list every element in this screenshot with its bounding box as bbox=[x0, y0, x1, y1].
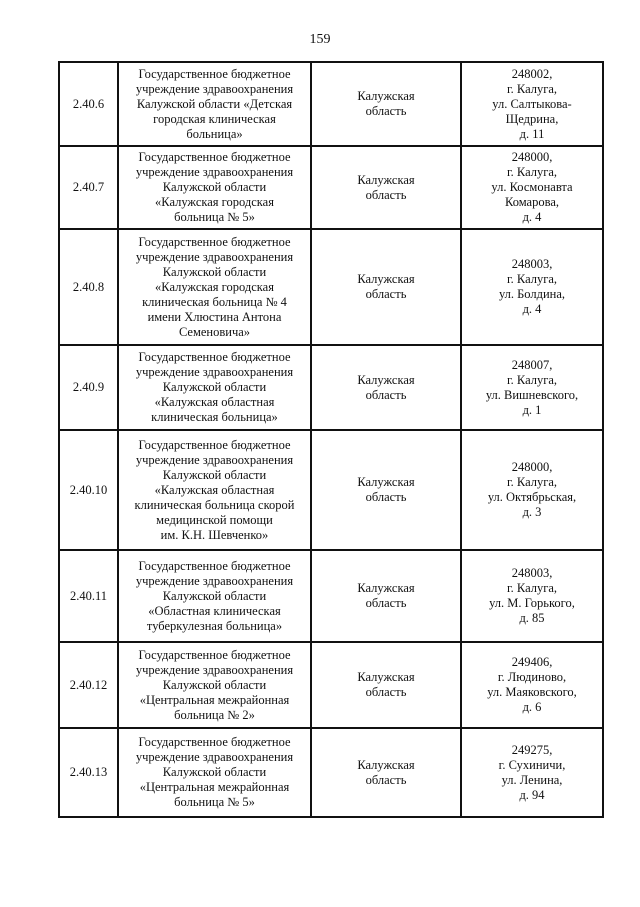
address-line: г. Калуга, bbox=[506, 272, 558, 286]
name-line: Государственное бюджетное bbox=[138, 66, 291, 81]
region-line: область bbox=[365, 387, 407, 402]
row-number: 2.40.9 bbox=[72, 380, 105, 394]
row-number-cell bbox=[59, 345, 118, 430]
institution-name-cell bbox=[118, 430, 311, 550]
institution-name-cell bbox=[118, 642, 311, 728]
region-cell bbox=[311, 229, 461, 345]
row-number-cell bbox=[59, 229, 118, 345]
name-line: Государственное бюджетное bbox=[138, 350, 291, 364]
name-line: учреждение здравоохранения bbox=[135, 750, 294, 764]
region-cell bbox=[311, 550, 461, 642]
name-line: туберкулезная больница» bbox=[146, 618, 283, 633]
region-line: Калужская bbox=[357, 372, 415, 387]
region-cell bbox=[311, 728, 461, 817]
address-line: д. 4 bbox=[522, 302, 542, 316]
institutions-table-body bbox=[59, 62, 603, 817]
address-line: ул. Космонавта bbox=[491, 180, 573, 194]
address-line: ул. Октябрьская, bbox=[487, 490, 577, 504]
address-cell bbox=[461, 62, 603, 146]
address-line: г. Калуга, bbox=[506, 475, 558, 489]
table-row bbox=[59, 62, 603, 146]
row-number: 2.40.6 bbox=[72, 96, 105, 111]
name-line: «Калужская областная bbox=[154, 395, 275, 409]
name-line: клиническая больница № 4 bbox=[142, 294, 287, 309]
address-line: д. 1 bbox=[522, 402, 542, 417]
region-line: Калужская bbox=[357, 757, 415, 772]
name-line: «Центральная межрайонная bbox=[139, 692, 290, 707]
name-line: «Калужская областная bbox=[154, 482, 275, 497]
row-number-cell bbox=[59, 642, 118, 728]
address-line: 248000, bbox=[511, 460, 553, 474]
region-line: область bbox=[365, 685, 407, 699]
address-cell bbox=[461, 728, 603, 817]
region-cell bbox=[311, 642, 461, 728]
institution-name-cell bbox=[118, 62, 311, 146]
row-number-cell bbox=[59, 430, 118, 550]
address-cell bbox=[461, 642, 603, 728]
table-row bbox=[59, 146, 603, 229]
address-line: 248002, bbox=[511, 66, 553, 81]
address-line: д. 6 bbox=[522, 700, 542, 714]
name-line: «Калужская городская bbox=[155, 279, 274, 294]
region-line: Калужская bbox=[357, 670, 415, 684]
region-line: область bbox=[365, 187, 407, 202]
name-line: Калужской области bbox=[162, 677, 267, 692]
address-cell bbox=[461, 430, 603, 550]
region-line: область bbox=[365, 104, 407, 118]
address-line: д. 11 bbox=[519, 126, 545, 141]
address-line: ул. Вишневского, bbox=[485, 387, 579, 402]
name-line: больница» bbox=[186, 126, 243, 141]
region-cell bbox=[311, 62, 461, 146]
institution-name-cell bbox=[118, 345, 311, 430]
table-row bbox=[59, 229, 603, 345]
address-line: г. Людиново, bbox=[497, 670, 567, 684]
row-number: 2.40.12 bbox=[69, 677, 108, 692]
address-line: г. Калуга, bbox=[506, 581, 558, 595]
name-line: учреждение здравоохранения bbox=[135, 662, 294, 677]
institutions-table bbox=[58, 61, 604, 818]
name-line: Семеновича» bbox=[178, 324, 251, 339]
row-number-cell bbox=[59, 62, 118, 146]
address-line: 248000, bbox=[511, 150, 553, 164]
name-line: Калужской области bbox=[162, 380, 267, 394]
institution-name-cell bbox=[118, 728, 311, 817]
name-line: клиническая больница» bbox=[151, 410, 278, 424]
address-cell bbox=[461, 550, 603, 642]
institution-name-cell bbox=[118, 550, 311, 642]
name-line: учреждение здравоохранения bbox=[135, 165, 294, 179]
address-line: 248003, bbox=[511, 566, 553, 580]
row-number: 2.40.7 bbox=[72, 180, 105, 194]
address-line: ул. Ленина, bbox=[501, 772, 563, 787]
name-line: Государственное бюджетное bbox=[138, 437, 291, 452]
region-line: область bbox=[365, 596, 407, 610]
name-line: Калужской области bbox=[162, 264, 267, 279]
table-row bbox=[59, 430, 603, 550]
name-line: больница № 5» bbox=[174, 795, 255, 809]
address-line: д. 94 bbox=[519, 787, 545, 802]
address-line: ул. Болдина, bbox=[498, 287, 566, 301]
name-line: Калужской области bbox=[162, 180, 267, 194]
row-number: 2.40.10 bbox=[69, 482, 108, 497]
name-line: «Калужская городская bbox=[155, 195, 274, 209]
address-cell bbox=[461, 146, 603, 229]
address-cell bbox=[461, 229, 603, 345]
name-line: городская клиническая bbox=[153, 111, 276, 126]
region-cell bbox=[311, 345, 461, 430]
address-line: г. Калуга, bbox=[506, 372, 558, 387]
name-line: клиническая больница скорой bbox=[134, 497, 295, 512]
address-line: Комарова, bbox=[504, 195, 559, 209]
region-line: Калужская bbox=[357, 89, 415, 103]
table-row bbox=[59, 550, 603, 642]
name-line: учреждение здравоохранения bbox=[135, 452, 294, 467]
region-line: Калужская bbox=[357, 272, 415, 286]
name-line: им. К.Н. Шевченко» bbox=[160, 527, 269, 542]
row-number: 2.40.13 bbox=[69, 765, 108, 779]
name-line: «Областная клиническая bbox=[148, 603, 281, 618]
institution-name-cell bbox=[118, 229, 311, 345]
name-line: больница № 2» bbox=[174, 707, 255, 722]
table-row bbox=[59, 728, 603, 817]
name-line: Государственное бюджетное bbox=[138, 150, 291, 164]
name-line: Калужской области «Детская bbox=[136, 96, 293, 111]
address-line: г. Калуга, bbox=[506, 81, 558, 96]
address-line: ул. Маяковского, bbox=[487, 685, 577, 699]
address-line: ул. М. Горького, bbox=[489, 596, 575, 610]
address-line: Щедрина, bbox=[505, 111, 559, 126]
name-line: Калужской области bbox=[162, 588, 267, 603]
row-number-cell bbox=[59, 728, 118, 817]
region-line: область bbox=[365, 772, 407, 787]
address-line: 248007, bbox=[511, 357, 553, 372]
name-line: медицинской помощи bbox=[156, 512, 273, 527]
address-line: 249406, bbox=[511, 655, 553, 669]
name-line: Государственное бюджетное bbox=[138, 234, 291, 249]
institution-name-cell bbox=[118, 146, 311, 229]
name-line: Государственное бюджетное bbox=[138, 558, 291, 573]
name-line: учреждение здравоохранения bbox=[135, 573, 294, 588]
name-line: больница № 5» bbox=[174, 210, 255, 224]
name-line: Государственное бюджетное bbox=[138, 735, 291, 749]
name-line: «Центральная межрайонная bbox=[139, 780, 290, 794]
name-line: учреждение здравоохранения bbox=[135, 249, 294, 264]
page-number: 159 bbox=[309, 32, 331, 47]
name-line: Калужской области bbox=[162, 467, 267, 482]
table-row bbox=[59, 642, 603, 728]
address-line: д. 3 bbox=[522, 505, 542, 519]
row-number: 2.40.8 bbox=[72, 279, 105, 294]
name-line: Калужской области bbox=[162, 765, 267, 779]
address-line: ул. Салтыкова- bbox=[492, 96, 572, 111]
table-row bbox=[59, 345, 603, 430]
region-cell bbox=[311, 430, 461, 550]
address-line: г. Сухиничи, bbox=[498, 757, 566, 772]
address-line: 248003, bbox=[511, 257, 553, 271]
name-line: учреждение здравоохранения bbox=[135, 365, 294, 379]
address-line: д. 4 bbox=[522, 210, 542, 224]
row-number: 2.40.11 bbox=[69, 588, 108, 603]
row-number-cell bbox=[59, 146, 118, 229]
region-line: Калужская bbox=[357, 581, 415, 595]
name-line: Государственное бюджетное bbox=[138, 647, 291, 662]
region-cell bbox=[311, 146, 461, 229]
region-line: Калужская bbox=[357, 475, 415, 489]
address-cell bbox=[461, 345, 603, 430]
name-line: имени Хлюстина Антона bbox=[147, 309, 282, 324]
region-line: область bbox=[365, 490, 407, 504]
address-line: д. 85 bbox=[519, 611, 545, 625]
address-line: г. Калуга, bbox=[506, 165, 558, 179]
region-line: Калужская bbox=[357, 172, 415, 187]
row-number-cell bbox=[59, 550, 118, 642]
name-line: учреждение здравоохранения bbox=[135, 81, 294, 96]
address-line: 249275, bbox=[511, 742, 553, 757]
region-line: область bbox=[365, 287, 407, 301]
